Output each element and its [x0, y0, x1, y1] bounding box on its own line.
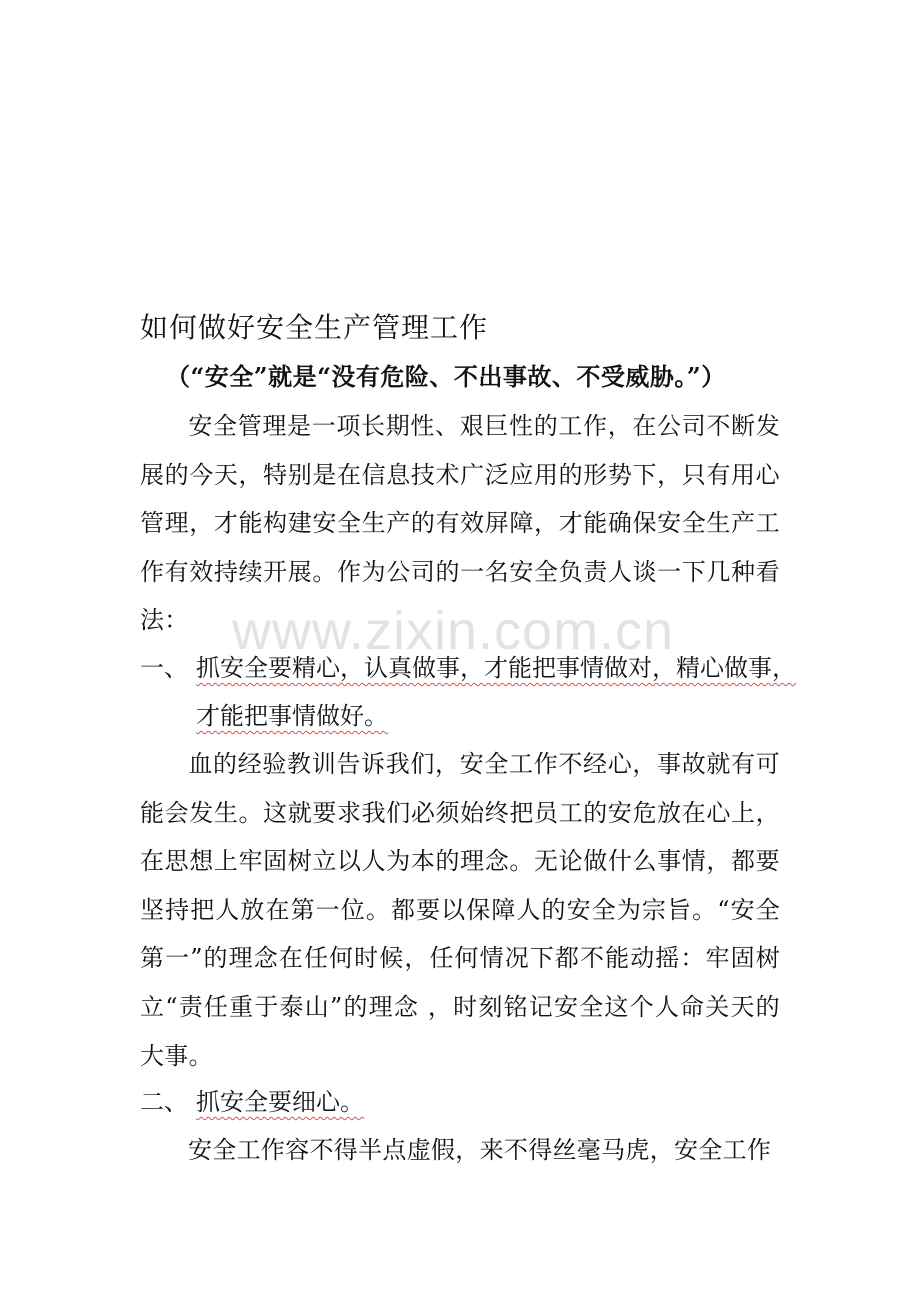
section-2-body — [140, 1126, 780, 1175]
section-2-title: 抓安全要细心。 — [196, 1088, 364, 1116]
section-1-heading-cont — [196, 692, 388, 740]
document-subtitle: （“安全”就是“没有危险、不出事故、不受威胁。”） — [166, 362, 726, 391]
section-2-number: 二、 — [140, 1088, 188, 1116]
section-1-title-line1: 抓安全要精心，认真做事，才能把事情做对，精心做事， — [196, 654, 796, 682]
document-title: 如何做好安全生产管理工作 — [140, 311, 489, 344]
section-1-body-text: 血的经验教训告诉我们，安全工作不经心，事故就有可能会发生。这就要求我们必须始终把员工的安危放在心上，在思想上牢固树立以人为本的理念。无论做什么事情，都要坚持把人放在第一位。都要以保障人的安全为宗旨。“安全第一”的理念在任何时候，任何情况下都不能动摇：牢固树立“责任重于泰山”的理念 ，时刻铭记安全这个人命关天的大事。 — [140, 750, 780, 1070]
watermark: www.zixin.com.cn — [232, 601, 675, 661]
section-2-body-text: 安全工作容不得半点虚假，来不得丝毫马虎，安全工作 — [188, 1136, 772, 1164]
intro-paragraph — [140, 402, 780, 645]
section-2-heading — [140, 1078, 364, 1126]
section-1-body — [140, 740, 780, 1080]
intro-text: 安全管理是一项长期性、艰巨性的工作，在公司不断发展的今天，特别是在信息技术广泛应用的形势下，只有用心管理，才能构建安全生产的有效屏障，才能确保安全生产工作有效持续开展。作为公司的一名安全负责人谈一下几种看法： — [140, 412, 780, 635]
section-1-number: 一、 — [140, 654, 188, 682]
section-1-heading — [140, 644, 796, 692]
section-1-title-line2: 才能把事情做好。 — [196, 702, 388, 730]
